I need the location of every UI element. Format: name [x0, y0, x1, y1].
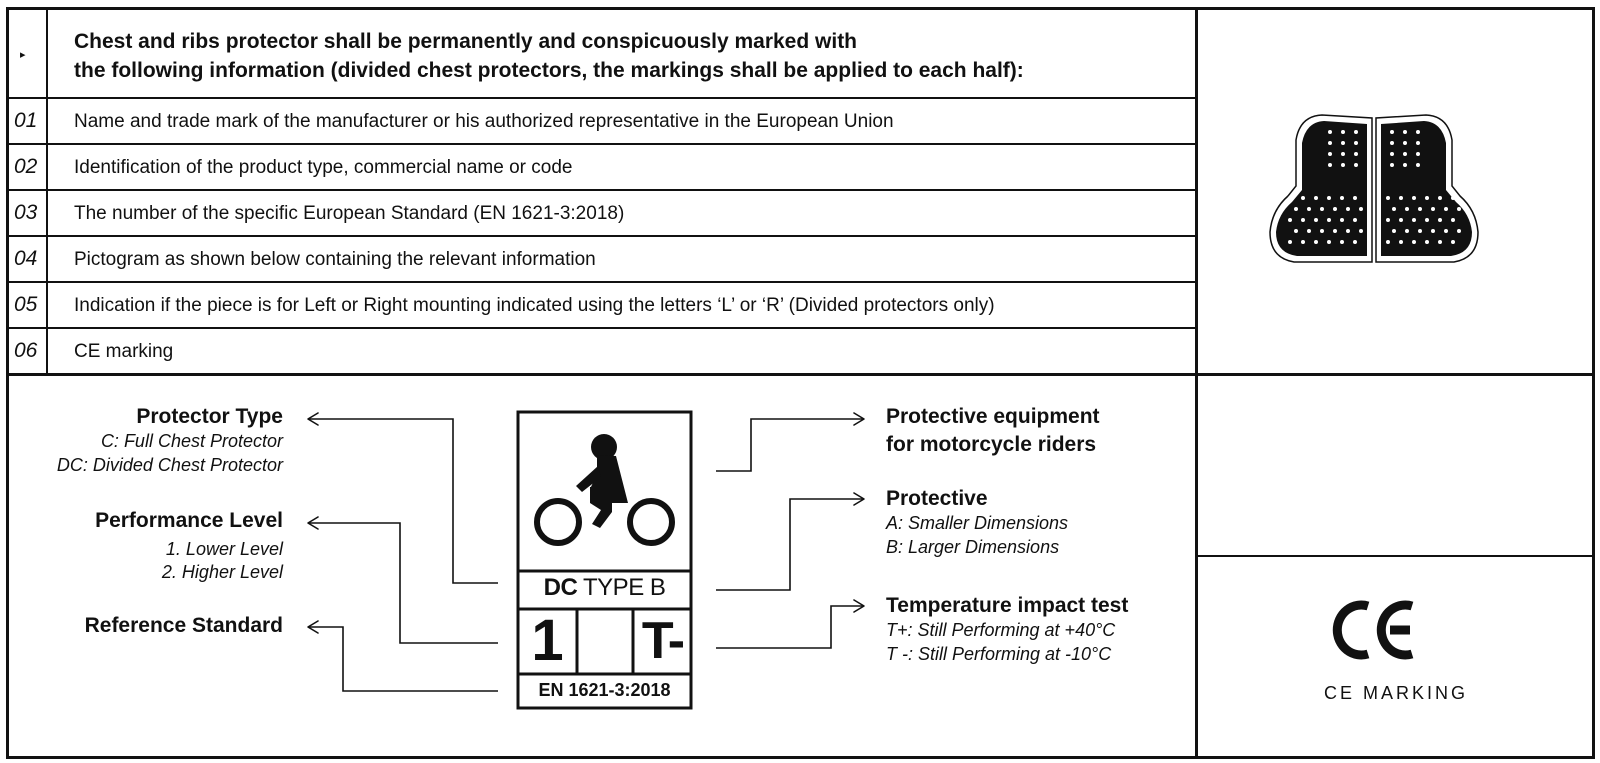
protector-dot: [1412, 196, 1416, 200]
protector-dot: [1353, 240, 1357, 244]
performance-level-title: Performance Level: [95, 509, 283, 532]
protector-dot: [1294, 207, 1298, 211]
protector-dot: [1341, 130, 1345, 134]
protector-dot: [1288, 218, 1292, 222]
protector-dot: [1328, 163, 1332, 167]
protector-dot: [1320, 229, 1324, 233]
protector-dot: [1314, 240, 1318, 244]
header-line-1: Chest and ribs protector shall be permanently and conspicuously marked with: [74, 30, 858, 53]
row-text: The number of the specific European Standard (EN 1621-3:2018): [74, 203, 625, 224]
performance-level-option: 1. Lower Level: [165, 539, 283, 559]
protector-dot: [1346, 229, 1350, 233]
protector-dot: [1405, 229, 1409, 233]
protector-dot: [1390, 152, 1394, 156]
row-number: 02: [14, 155, 38, 178]
protector-dot: [1288, 240, 1292, 244]
protector-dot: [1301, 196, 1305, 200]
temperature-option: T+: Still Performing at +40°C: [886, 620, 1116, 640]
protector-dot: [1354, 130, 1358, 134]
protector-dot: [1341, 163, 1345, 167]
protector-dot: [1412, 218, 1416, 222]
row-number: 05: [14, 293, 38, 316]
row-number: 03: [14, 201, 38, 224]
pictogram-type-size: TYPE B: [577, 574, 666, 601]
header-marker: ▸: [20, 49, 26, 61]
protector-dot: [1341, 152, 1345, 156]
protector-dot: [1327, 240, 1331, 244]
equipment-line-1: Protective equipment: [886, 405, 1100, 428]
protector-dot: [1457, 207, 1461, 211]
protector-dot: [1314, 196, 1318, 200]
protector-dot: [1403, 130, 1407, 134]
protector-dot: [1405, 207, 1409, 211]
row-text: Indication if the piece is for Left or Right mounting indicated using the letters ‘L’ or ‘R’ (Divided protectors only): [74, 295, 995, 316]
protector-dot: [1399, 218, 1403, 222]
row-text: Identification of the product type, commercial name or code: [74, 157, 573, 178]
protector-dot: [1386, 240, 1390, 244]
ce-marking-caption: CE MARKING: [1323, 683, 1468, 703]
protector-dot: [1341, 141, 1345, 145]
protector-dot: [1390, 130, 1394, 134]
protector-dot: [1416, 163, 1420, 167]
protector-dot: [1451, 240, 1455, 244]
row-number: 04: [14, 247, 38, 270]
protector-dot: [1333, 207, 1337, 211]
protector-dot: [1451, 218, 1455, 222]
equipment-connector: [716, 419, 864, 471]
protector-dot: [1340, 196, 1344, 200]
protector-dot: [1399, 196, 1403, 200]
protector-dot: [1307, 207, 1311, 211]
protector-dot: [1294, 229, 1298, 233]
protector-dot: [1431, 229, 1435, 233]
temperature-connector: [716, 606, 864, 648]
protector-dot: [1288, 196, 1292, 200]
row-text: Name and trade mark of the manufacturer or his authorized representative in the European Union: [74, 111, 894, 132]
protector-dot: [1327, 196, 1331, 200]
ce-mark-icon: [1337, 605, 1412, 655]
temperature-option: T -: Still Performing at -10°C: [886, 644, 1112, 664]
protector-dot: [1416, 141, 1420, 145]
row-number: 06: [14, 339, 38, 362]
protector-dot: [1431, 207, 1435, 211]
protector-dot: [1412, 240, 1416, 244]
temperature-title: Temperature impact test: [886, 594, 1129, 617]
protector-dot: [1340, 240, 1344, 244]
protector-dot: [1340, 218, 1344, 222]
pictogram-level: 1: [531, 608, 564, 673]
protector-dot: [1390, 163, 1394, 167]
header-line-2: the following information (divided chest protectors, the markings shall be applied to each half):: [74, 59, 1024, 82]
protector-type-connector: [308, 419, 498, 583]
protective-option: B: Larger Dimensions: [886, 537, 1060, 557]
pictogram-type: [518, 574, 691, 602]
protector-dot: [1354, 141, 1358, 145]
protector-dot: [1320, 207, 1324, 211]
protector-dot: [1444, 207, 1448, 211]
row-text: Pictogram as shown below containing the relevant information: [74, 249, 596, 270]
protector-dot: [1353, 218, 1357, 222]
protector-dot: [1328, 152, 1332, 156]
divided-chest-protector-icon: [1270, 115, 1478, 262]
protector-dot: [1418, 229, 1422, 233]
protector-dot: [1359, 229, 1363, 233]
protective-connector: [716, 499, 864, 590]
protector-dot: [1346, 207, 1350, 211]
performance-level-option: 2. Higher Level: [161, 562, 283, 582]
protector-dot: [1403, 152, 1407, 156]
protective-title: Protective: [886, 487, 988, 510]
protector-dot: [1438, 218, 1442, 222]
protector-dot: [1353, 196, 1357, 200]
protector-dot: [1314, 218, 1318, 222]
protector-type-option: DC: Divided Chest Protector: [56, 455, 283, 475]
protector-dot: [1301, 218, 1305, 222]
protector-dot: [1354, 163, 1358, 167]
protector-dot: [1307, 229, 1311, 233]
reference-standard-connector: [308, 627, 498, 691]
protector-dot: [1457, 229, 1461, 233]
protector-dot: [1392, 229, 1396, 233]
equipment-line-2: for motorcycle riders: [886, 433, 1097, 456]
protector-dot: [1425, 240, 1429, 244]
protector-dot: [1333, 229, 1337, 233]
pictogram-temp: T-: [641, 612, 683, 670]
protector-type-option: C: Full Chest Protector: [100, 431, 283, 451]
protector-dot: [1301, 240, 1305, 244]
protector-dot: [1425, 218, 1429, 222]
protector-dot: [1359, 207, 1363, 211]
protector-dot: [1416, 130, 1420, 134]
protector-dot: [1438, 240, 1442, 244]
protector-dot: [1328, 130, 1332, 134]
protector-dot: [1425, 196, 1429, 200]
row-number: 01: [14, 109, 38, 132]
protector-dot: [1451, 196, 1455, 200]
pictogram-type-code: DC: [543, 574, 578, 601]
protector-dot: [1403, 163, 1407, 167]
protector-type-title: Protector Type: [136, 405, 283, 428]
protector-dot: [1399, 240, 1403, 244]
protector-dot: [1354, 152, 1358, 156]
row-text: CE marking: [74, 341, 174, 362]
protective-option: A: Smaller Dimensions: [886, 513, 1069, 533]
protector-dot: [1438, 196, 1442, 200]
pictogram-standard: EN 1621-3:2018: [538, 680, 671, 700]
protector-dot: [1416, 152, 1420, 156]
protector-dot: [1328, 141, 1332, 145]
protector-dot: [1390, 141, 1394, 145]
protector-dot: [1327, 218, 1331, 222]
protector-dot: [1403, 141, 1407, 145]
protector-dot: [1386, 196, 1390, 200]
protector-dot: [1386, 218, 1390, 222]
protector-dot: [1418, 207, 1422, 211]
reference-standard-title: Reference Standard: [84, 614, 283, 637]
protector-dot: [1392, 207, 1396, 211]
motorcycle-rider-icon: [537, 434, 672, 543]
protector-dot: [1444, 229, 1448, 233]
